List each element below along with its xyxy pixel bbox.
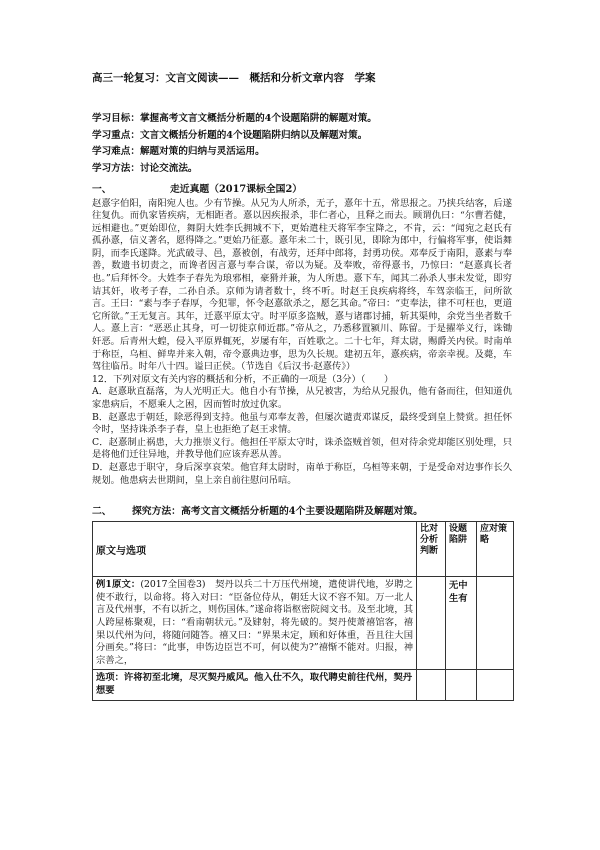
page-title: 高三一轮复习：文言文阅读—— 概括和分析文章内容 学案 — [92, 72, 376, 84]
compare-cell-2 — [417, 670, 446, 700]
option-c: C．赵憙制止祸患，大力推崇义行。他担任平原太守时，诛杀盗贼首领，但对待余党却能区别处理，只是将他们迁往异地，并教导他们应该弃恶从善。 — [92, 436, 512, 461]
compare-cell — [417, 577, 446, 670]
option-a: A．赵憙耿直磊落，为人光明正大。他自小有节操，从兄被害，为给从兄报仇，他有备而往，但知道仇家患病后，不愿乘人之困，因而暂时放过仇家。 — [92, 386, 512, 410]
section1-title: 走近真题（2017课标全国2） — [170, 183, 303, 195]
section2-heading — [92, 503, 512, 517]
learning-key-point: 学习重点：文言文概括分析题的4个设题陷阱归纳以及解题对策。 — [92, 129, 368, 141]
strategy-cell-2 — [477, 670, 514, 700]
worksheet-page — [92, 70, 512, 701]
table-header-row — [93, 522, 514, 577]
section2-title: 探究方法：高考文言文概括分析题的4个主要设题陷阱及解题对策。 — [132, 506, 423, 518]
learning-method: 学习方法：讨论交流法。 — [92, 162, 198, 174]
option-b: B．赵憙忠于朝廷，除恶得到支持。他虽与邓奉友善，但屡次谴责邓谋反，最终受到皇上赞赏。担任怀令时，坚持诛杀李子春，皇上也拒绝了赵王求情。 — [92, 411, 512, 436]
example-text: (2017全国卷3) 契丹以兵二十万压代州境，遣使讲代地，岁聘之使不敢行，以命将。将入对曰：“臣备位侍从，朝廷大议不容不知。万一北人言及代州事，不有以折之，则伤国体。”遂命将诣枢密院阅文书。及至北境，其人跨屋栋聚观，曰：“看南朝状元。”及肄射，将先破的。契丹使萧禧馆客，禧果以代州为问，将随问随答。禧又曰：“界果未定，顾和好体重，吾且往大国分画矣。”将曰：“此事，申饬边臣岂不可，何以使为?”禧惭不能对。归报，神宗善之， — [96, 579, 413, 666]
table-row — [93, 670, 514, 700]
section1-number: 一、 — [92, 183, 112, 195]
trap-cell: 无中生有 — [446, 577, 477, 670]
header-trap: 设题陷阱 — [446, 522, 477, 577]
example-label: 例1原文： — [96, 579, 141, 591]
analysis-table — [92, 521, 514, 700]
header-compare: 比对分析判断 — [417, 522, 446, 577]
learning-difficulty: 学习难点：解题对策的归纳与灵活运用。 — [92, 146, 265, 157]
learning-meta — [92, 113, 512, 175]
strategy-cell — [477, 577, 514, 670]
header-source: 原文与选项 — [93, 522, 417, 577]
passage-text: 赵憙字伯阳，南阳宛人也。少有节操。从兄为人所杀，无子，憙年十五，常思报之。乃挟兵结客，后遂往复仇。而仇家皆疾病，无相距者。憙以因疾报杀，非仁者心，且释之而去。顾谓仇曰：“尔曹若健，远相避也。”更始即位，舞阴大姓李氏拥城不下，更始遣柱天将军李宝降之，不肯，云：“闻宛之赵氏有孤孙憙，信义著名，愿得降之。”更始乃征憙。憙年未二十，既引见，即除为郎中，行偏将军事，使诣舞阴，而李氏遂降。光武破寻、邑，憙被创，有战劳，还拜中郎将，封勇功侯。邓奉反于南阳，憙素与奉善，数遗书切责之，而谗者因言憙与奉合谋，帝以为疑。及奉败，帝得憙书，乃惊曰：“赵憙真长者也。”后拜怀令。大姓李子春先为琅邪相，豪猾并兼，为人所患。憙下车，闻其二孙杀人事未发觉，即穷诘其奸，收考子春，二孙自杀。京师为请者数十，终不听。时赵王良疾病将终，车驾亲临王，问所欲言。王曰：“素与李子春厚，今犯罪，怀令赵憙欲杀之，愿乞其命。”帝曰：“吏奉法，律不可枉也，更道它所欲。”王无复言。其年，迁憙平原太守。时平原多盗贼，憙与诸郡讨捕，斩其渠帅，余党当坐者数千人。憙上言：“恶恶止其身，可一切徙京师近郡。”帝从之，乃悉移置颍川、陈留。于是擢举义行，诛锄奸恶。后青州大蝗，侵入平原界辄死，岁屡有年，百姓歌之。二十七年，拜太尉，赐爵关内侯。时南单于称臣，乌桓、鲜卑并来入朝，帝令憙典边事，思为久长规。建初五年，憙疾病，帝亲幸视。及薨，车驾往临吊。时年八十四。谥曰正侯。（节选自《后汉书·赵憙传》） — [92, 197, 512, 373]
option-d: D．赵憙忠于职守，身后深享哀荣。他官拜太尉时，南单于称臣，乌桓等来朝，于是受命对边事作长久规划。他患病去世期间，皇上亲自前往慰问吊唁。 — [92, 461, 512, 486]
learning-objective: 学习目标：掌握高考文言文概括分析题的4个设题陷阱的解题对策。 — [92, 113, 377, 124]
header-strategy: 应对策略 — [477, 522, 514, 577]
question-stem: 12．下列对原文有关内容的概括和分析，不正确的一项是（3分）（ ） — [92, 373, 394, 385]
option-cell: 选项：许将初至北境，尽灭契丹威风。他入仕不久，取代聘史前往代州，契丹想要 — [93, 670, 417, 700]
section2-number: 二、 — [92, 506, 112, 518]
trap-cell-2 — [446, 670, 477, 700]
example-cell — [93, 577, 417, 670]
table-row — [93, 577, 514, 670]
section1-heading — [92, 181, 512, 195]
